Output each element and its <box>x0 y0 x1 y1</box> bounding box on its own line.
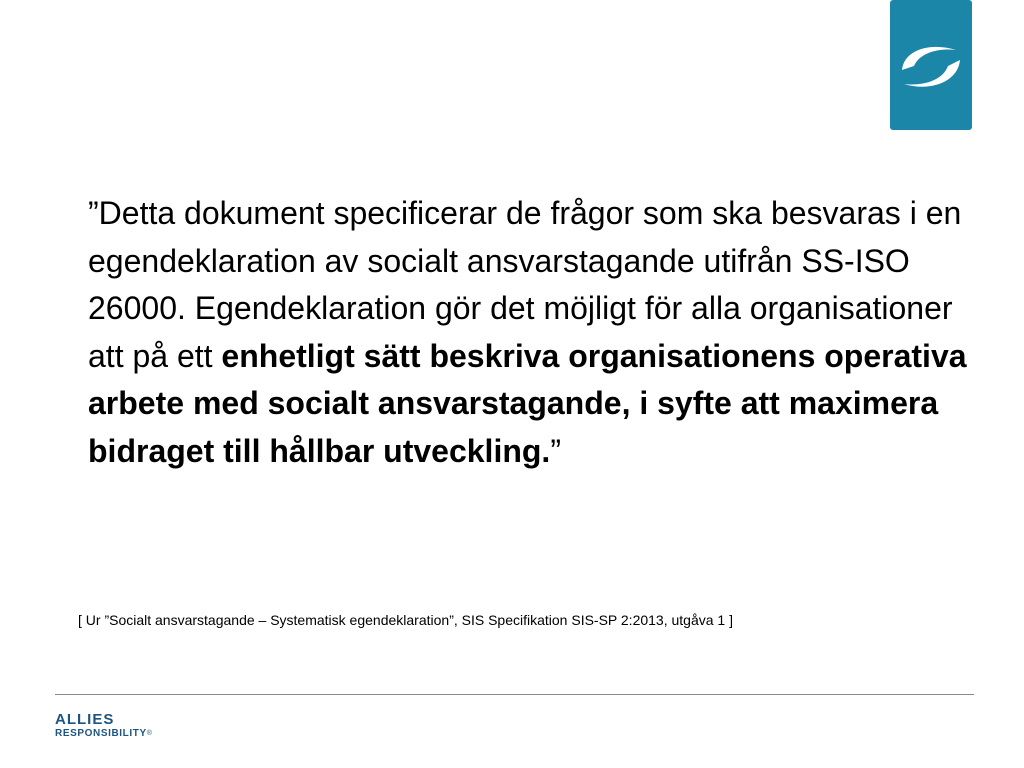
quote-text: ”Detta dokument specificerar de frågor som ska besvaras i en egendeklaration av socialt ansvarstagande utifrån SS-ISO 26000. Egendeklaration gör det möjligt för alla organisationer att på ett <box>88 195 962 374</box>
logo-line-allies: ALLIES <box>55 711 115 728</box>
brand-swoosh-icon <box>890 0 972 130</box>
quote-emphasis: enhetligt sätt beskriva organisationens operativa arbete med socialt ansvarstagande, i syfte att maximera bidraget till hållbar utveckling. <box>88 337 967 469</box>
source-citation: [ Ur ”Socialt ansvarstagande – Systematisk egendeklaration”, SIS Specifikation SIS-SP 2:2013, utgåva 1 ] <box>78 612 733 628</box>
main-quote <box>88 190 968 475</box>
registered-mark: ® <box>146 730 153 737</box>
footer-divider <box>55 694 974 695</box>
quote-closing-mark: ” <box>550 432 561 469</box>
logo-line-responsibility <box>55 727 153 741</box>
logo-responsibility-text: RESPONSIBILITY <box>55 728 147 739</box>
allies-responsibility-logo <box>55 712 153 741</box>
